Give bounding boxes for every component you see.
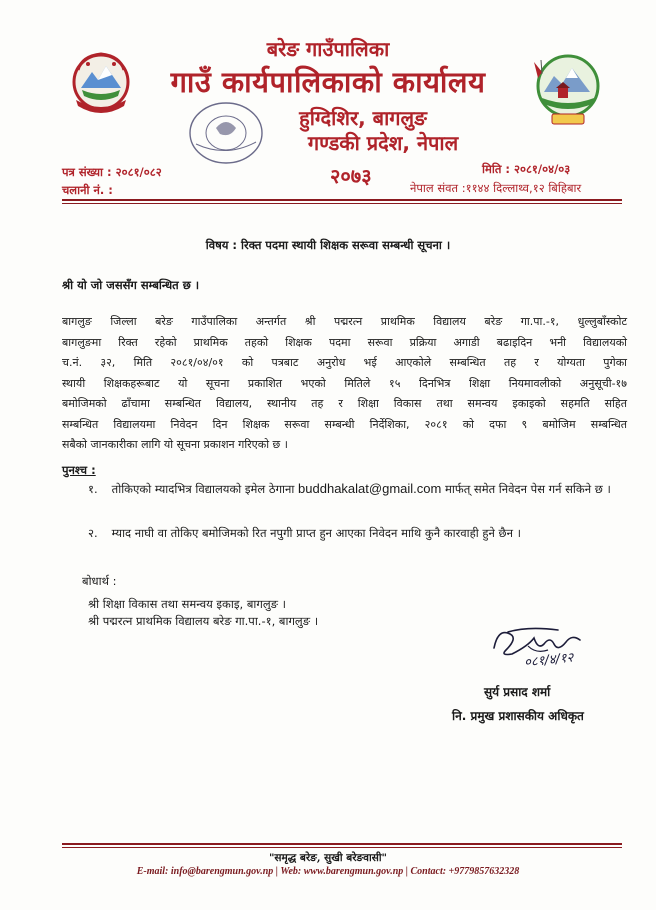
postscript-text: म्याद नाघी वा तोकिए बमोजिमको रित नपुगी प्राप्त हुन आएका निवेदन माथि कुनै कारवाही हुने छैन । bbox=[111, 526, 522, 540]
province-name: गण्डकी प्रदेश, नेपाल bbox=[307, 131, 459, 155]
cc-recipient: श्री शिक्षा विकास तथा समन्वय इकाइ, बागलुङ । bbox=[88, 597, 286, 611]
body-line: बागलुङमा रिक्त रहेको प्राथमिक तहको शिक्षक पदमा सरूवा प्रक्रिया अगाडी बढाइदिन भनी विद्यालयको bbox=[62, 335, 627, 349]
dispatch-number: चलानी नं. : bbox=[62, 183, 113, 197]
header-divider bbox=[62, 199, 622, 201]
postscript-item-2 bbox=[88, 521, 628, 545]
signer-title: नि. प्रमुख प्रशासकीय अधिकृत bbox=[452, 709, 584, 723]
office-name: गाउँ कार्यपालिकाको कार्यालय bbox=[170, 65, 486, 99]
established-year: २०७३ bbox=[330, 164, 372, 188]
letter-date: मिति : २०८१/०४/०३ bbox=[482, 162, 571, 176]
letter-number: पत्र संख्या : २०८१/०८२ bbox=[62, 165, 162, 179]
municipality-name: बरेङ गाउँपालिका bbox=[266, 37, 390, 61]
body-line: बागलुङ जिल्ला बरेङ गाउँपालिका अन्तर्गत श्री पद्मरत्न प्राथमिक विद्यालय बरेङ गा.पा.-१, धुल्लुबाँस्कोट bbox=[62, 315, 627, 328]
body-line: सबैको जानकारीका लागि यो सूचना प्रकाशन गरिएको छ । bbox=[62, 438, 288, 451]
body-line: स्थायी शिक्षकहरूबाट यो सूचना प्रकाशित भएको मितिले १५ दिनभित्र शिक्षा नियमावलीको अनुसूची-१७ bbox=[62, 376, 627, 390]
postscript-text: मार्फत् समेत निवेदन पेस गर्न सकिने छ । bbox=[444, 482, 611, 496]
footer-motto: "समृद्ध बरेङ, सुखी बरेङवासी" bbox=[268, 852, 388, 864]
footer-divider-thin bbox=[62, 847, 622, 848]
school-email-link[interactable]: buddhakalat@gmail.com bbox=[298, 481, 442, 496]
cc-recipient: श्री पद्मरत्न प्राथमिक विद्यालय बरेङ गा.पा.-१, बागलुङ । bbox=[88, 614, 319, 628]
cc-label: बोधार्थ : bbox=[82, 574, 117, 588]
signature-date: ०८१/४/१२ bbox=[523, 650, 575, 671]
province-line bbox=[0, 129, 656, 156]
postscript-text: तोकिएको म्यादभित्र विद्यालयको इमेल ठेगाना bbox=[111, 482, 295, 496]
signer-name: सुर्य प्रसाद शर्मा bbox=[484, 685, 551, 699]
body-line: सम्बन्धित विद्यालयमा निवेदन दिन शिक्षक सरूवा सम्बन्धी निर्देशिका, २०८१ को दफा ९ बमोजिम सम्बन्धित bbox=[62, 417, 627, 431]
nepal-sambat-date: नेपाल संवत :११४४ दिल्लाथ्व,१२ बिहिबार bbox=[410, 181, 582, 195]
footer-divider bbox=[62, 843, 622, 845]
letter-body bbox=[62, 312, 627, 456]
body-line: बमोजिमको ढाँचामा सम्बन्धित विद्यालय, स्थानीय तह र शिक्षा विकास तथा समन्वय इकाइको सहमति सहित bbox=[62, 397, 627, 410]
header-divider-thin bbox=[62, 203, 622, 204]
salutation: श्री यो जो जससँग सम्बन्धित छ । bbox=[62, 278, 200, 292]
body-line: च.नं. ३२, मिति २०८१/०४/०१ को पत्रबाट अनुरोध भई आएकोले सम्बन्धित तह र योग्यता पुगेका bbox=[62, 356, 627, 369]
postscript-number: १. bbox=[88, 482, 98, 496]
letter-subject: विषय : रिक्त पदमा स्थायी शिक्षक सरूवा सम्बन्धी सूचना । bbox=[205, 238, 451, 252]
office-location: हुग्दिशिर, बागलुङ bbox=[299, 106, 427, 130]
footer-contact: E-mail: info@barengmun.gov.np | Web: www.barengmun.gov.np | Contact: +9779857632328 bbox=[136, 866, 520, 877]
postscript-heading: पुनश्च : bbox=[62, 463, 96, 477]
postscript-item-1 bbox=[88, 477, 628, 501]
postscript-number: २. bbox=[88, 526, 98, 540]
